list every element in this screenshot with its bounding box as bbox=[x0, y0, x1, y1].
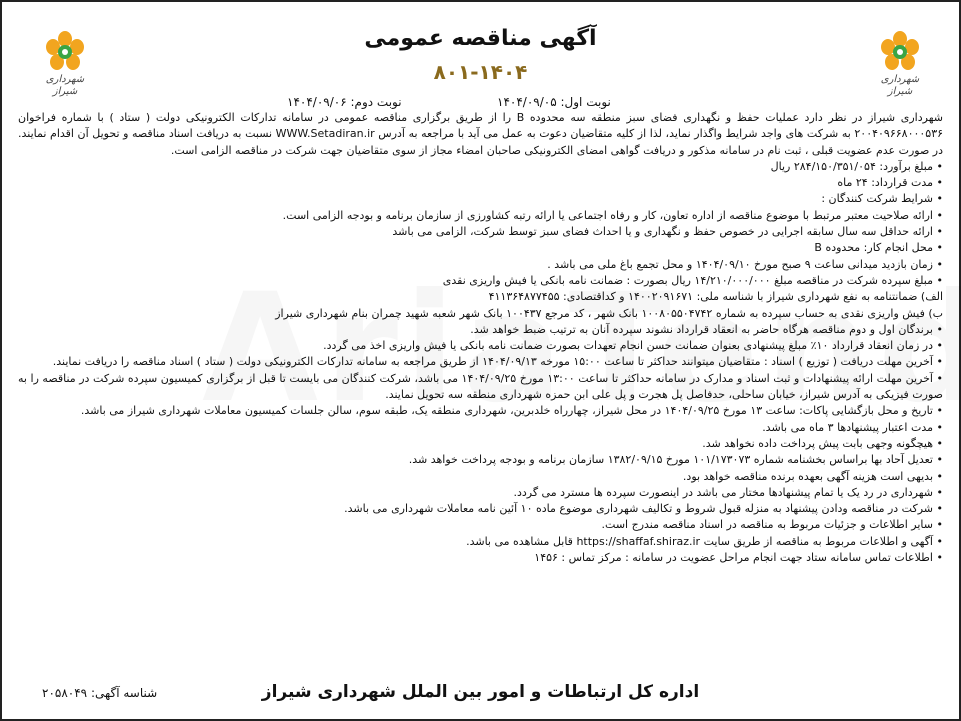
contract-duration: • مدت قرارداد: ۲۴ ماه bbox=[18, 175, 943, 191]
second-publication-label: نوبت دوم: bbox=[350, 95, 402, 109]
price-adjustment: • تعدیل آحاد بها براساس بخشنامه شماره ۱۰۱/۱۷۳۰۷۳ مورخ ۱۳۸۲/۰۹/۱۵ سازمان برنامه و بودجه پرداخت خواهد شد. bbox=[18, 452, 943, 468]
first-publication-label: نوبت اول: bbox=[560, 95, 611, 109]
condition-2: • ارائه حداقل سه سال سابقه اجرایی در خصوص حفظ و نگهداری و یا احداث فضای سبز توسط شرکت، الزامی می باشد bbox=[18, 224, 943, 240]
contact-info: • اطلاعات تماس سامانه ستاد جهت انجام مراحل عضویت در سامانه : مرکز تماس : ۱۴۵۶ bbox=[18, 550, 943, 566]
acceptance: • شرکت در مناقصه ودادن پیشنهاد به منزله قبول شروط و تکالیف شهرداری موضوع ماده ۱۰ آئین نامه معاملات شهرداری می باشد. bbox=[18, 501, 943, 517]
validity: • مدت اعتبار پیشنهادها ۳ ماه می باشد. bbox=[18, 420, 943, 436]
website: • آگهی و اطلاعات مربوط به مناقصه از طریق سایت https://shaffaf.shiraz.ir قابل مشاهده می باشد. bbox=[18, 534, 943, 550]
guarantee-b: ب) فیش واریزی نقدی به حساب سپرده به شماره ۱۰۰۸۰۵۵۰۴۷۴۲ بانک شهر ، کد مرجع ۱۰۰۴۳۷ بانک شهر شعبه شهید چمران بنام شهرداری شیراز bbox=[275, 306, 943, 320]
rejection-right: • شهرداری در رد یک یا تمام پیشنهادها مختار می باشد در اینصورت سپرده ها مسترد می گردد. bbox=[18, 485, 943, 501]
estimate: • مبلغ برآورد: ۲۸۴/۱۵۰/۳۵۱/۰۵۴ ریال bbox=[18, 159, 943, 175]
ad-number: ۸۰۱-۱۴۰۴ bbox=[433, 60, 528, 84]
receive-deadline: • آخرین مهلت دریافت ( توزیع ) اسناد : متقاضیان میتوانند حداکثر تا ساعت ۱۵:۰۰ مورخه ۱۴۰۴/۰۹/۱۳ از طریق مراجعه به سامانه تدارکات الکترونیکی دولت ( ستاد ) اسناد مناقصه را دریافت نمایند. bbox=[18, 354, 943, 370]
footer-org: اداره کل ارتباطات و امور بین الملل شهرداری شیراز bbox=[261, 682, 700, 702]
intro-paragraph: شهرداری شیراز در نظر دارد عملیات حفظ و نگهداری فضای سبز منطقه سه محدوده B را از طریق برگزاری مناقصه عمومی در سامانه تدارکات الکترونیکی دولت ( ستاد ) با شماره فراخوان ۲۰۰۴۰۹۶۶۸۰۰۰۵۳۶ به شرکت های واجد شرایط واگذار نماید، لذا از کلیه متقاضیان دعوت به عمل می آید با مراجعه به آدرس WWW.Setadiran.ir نسبت به دریافت اسناد مناقصه و تحویل آن اقدام نمایند. در صورت عدم عضویت قبلی ، ثبت نام در سامانه مذکور و دریافت گواهی امضای الکترونیکی صاحبان امضاء مجاز از سوی متقاضیان جهت شرکت در مناقصه الزامی است. bbox=[18, 111, 944, 157]
notice-body bbox=[18, 110, 943, 566]
ad-id: شناسه آگهی: ۲۰۵۸۰۴۹ bbox=[42, 686, 158, 700]
page-title: آگهی مناقصه عمومی bbox=[364, 26, 597, 51]
conditions-title: • شرایط شرکت کنندگان : bbox=[18, 191, 943, 207]
contract-guarantee: • در زمان انعقاد قرارداد ۱۰٪ مبلغ پیشنهادی بعنوان ضمانت حسن انجام تعهدات بصورت ضمانت نامه بانکی یا فیش واریزی اخذ می گردد. bbox=[18, 338, 943, 354]
condition-1: • ارائه صلاحیت معتبر مرتبط با موضوع مناقصه از اداره تعاون، کار و رفاه اجتماعی یا ارائه رتبه کشاورزی از سازمان برنامه و بودجه الزامی است. bbox=[18, 208, 943, 224]
logo-text-left: شهرداری شیراز bbox=[45, 74, 85, 97]
site-visit: • زمان بازدید میدانی ساعت ۹ صبح مورخ ۱۴۰۴/۰۹/۱۰ و محل تجمع باغ ملی می باشد . bbox=[18, 257, 943, 273]
first-publication bbox=[497, 95, 611, 109]
ad-cost: • بدیهی است هزینه آگهی بعهده برنده مناقصه خواهد بود. bbox=[18, 469, 943, 485]
submit-deadline: • آخرین مهلت ارائه پیشنهادات و ثبت اسناد و مدارک در سامانه حداکثر تا ساعت ۱۳:۰۰ مورخ ۱۴۰۴/۰۹/۲۵ می باشد، شرکت کنندگان می بایست تا قبل از برگزاری کمیسیون سپرده شرکت در مناقصه را به صورت فیزیکی به آدرس شیراز، خیابان ساحلی، حدفاصل پل هجرت و پل علی ابن حمزه شهرداری منطقه سه تحویل نمایند. bbox=[18, 371, 943, 404]
second-publication bbox=[287, 95, 402, 109]
opening: • تاریخ و محل بازگشایی پاکات: ساعت ۱۳ مورخ ۱۴۰۴/۰۹/۲۵ در محل شیراز، چهارراه خلدبرین، شهرداری منطقه یک، طبقه سوم، سالن جلسات کمیسیون معاملات شهرداری شیراز می باشد. bbox=[18, 403, 943, 419]
work-location: • محل انجام کار: محدوده B bbox=[18, 240, 943, 256]
other-info: • سایر اطلاعات و جزئیات مربوط به مناقصه در اسناد مناقصه مندرج است. bbox=[18, 517, 943, 533]
deposit: • مبلغ سپرده شرکت در مناقصه مبلغ ۱۴/۲۱۰/۰۰۰/۰۰۰ ریال بصورت : ضمانت نامه بانکی یا فیش واریزی نقدی bbox=[18, 273, 943, 289]
no-prepayment: • هیچگونه وجهی بابت پیش پرداخت داده نخواهد شد. bbox=[18, 436, 943, 452]
logo-text-right: شهرداری شیراز bbox=[880, 74, 920, 97]
guarantee-a: الف) ضمانتنامه به نفع شهرداری شیراز با شناسه ملی: ۱۴۰۰۲۰۹۱۶۷۱ و کداقتصادی: ۴۱۱۳۶۴۸۷۷۴۵۵ bbox=[488, 290, 943, 304]
forfeit: • برندگان اول و دوم مناقصه هرگاه حاضر به انعقاد قرارداد نشوند سپرده آنان به ترتیب ضبط خواهد شد. bbox=[18, 322, 943, 338]
second-publication-date: ۱۴۰۴/۰۹/۰۶ bbox=[287, 95, 347, 109]
first-publication-date: ۱۴۰۴/۰۹/۰۵ bbox=[497, 95, 557, 109]
